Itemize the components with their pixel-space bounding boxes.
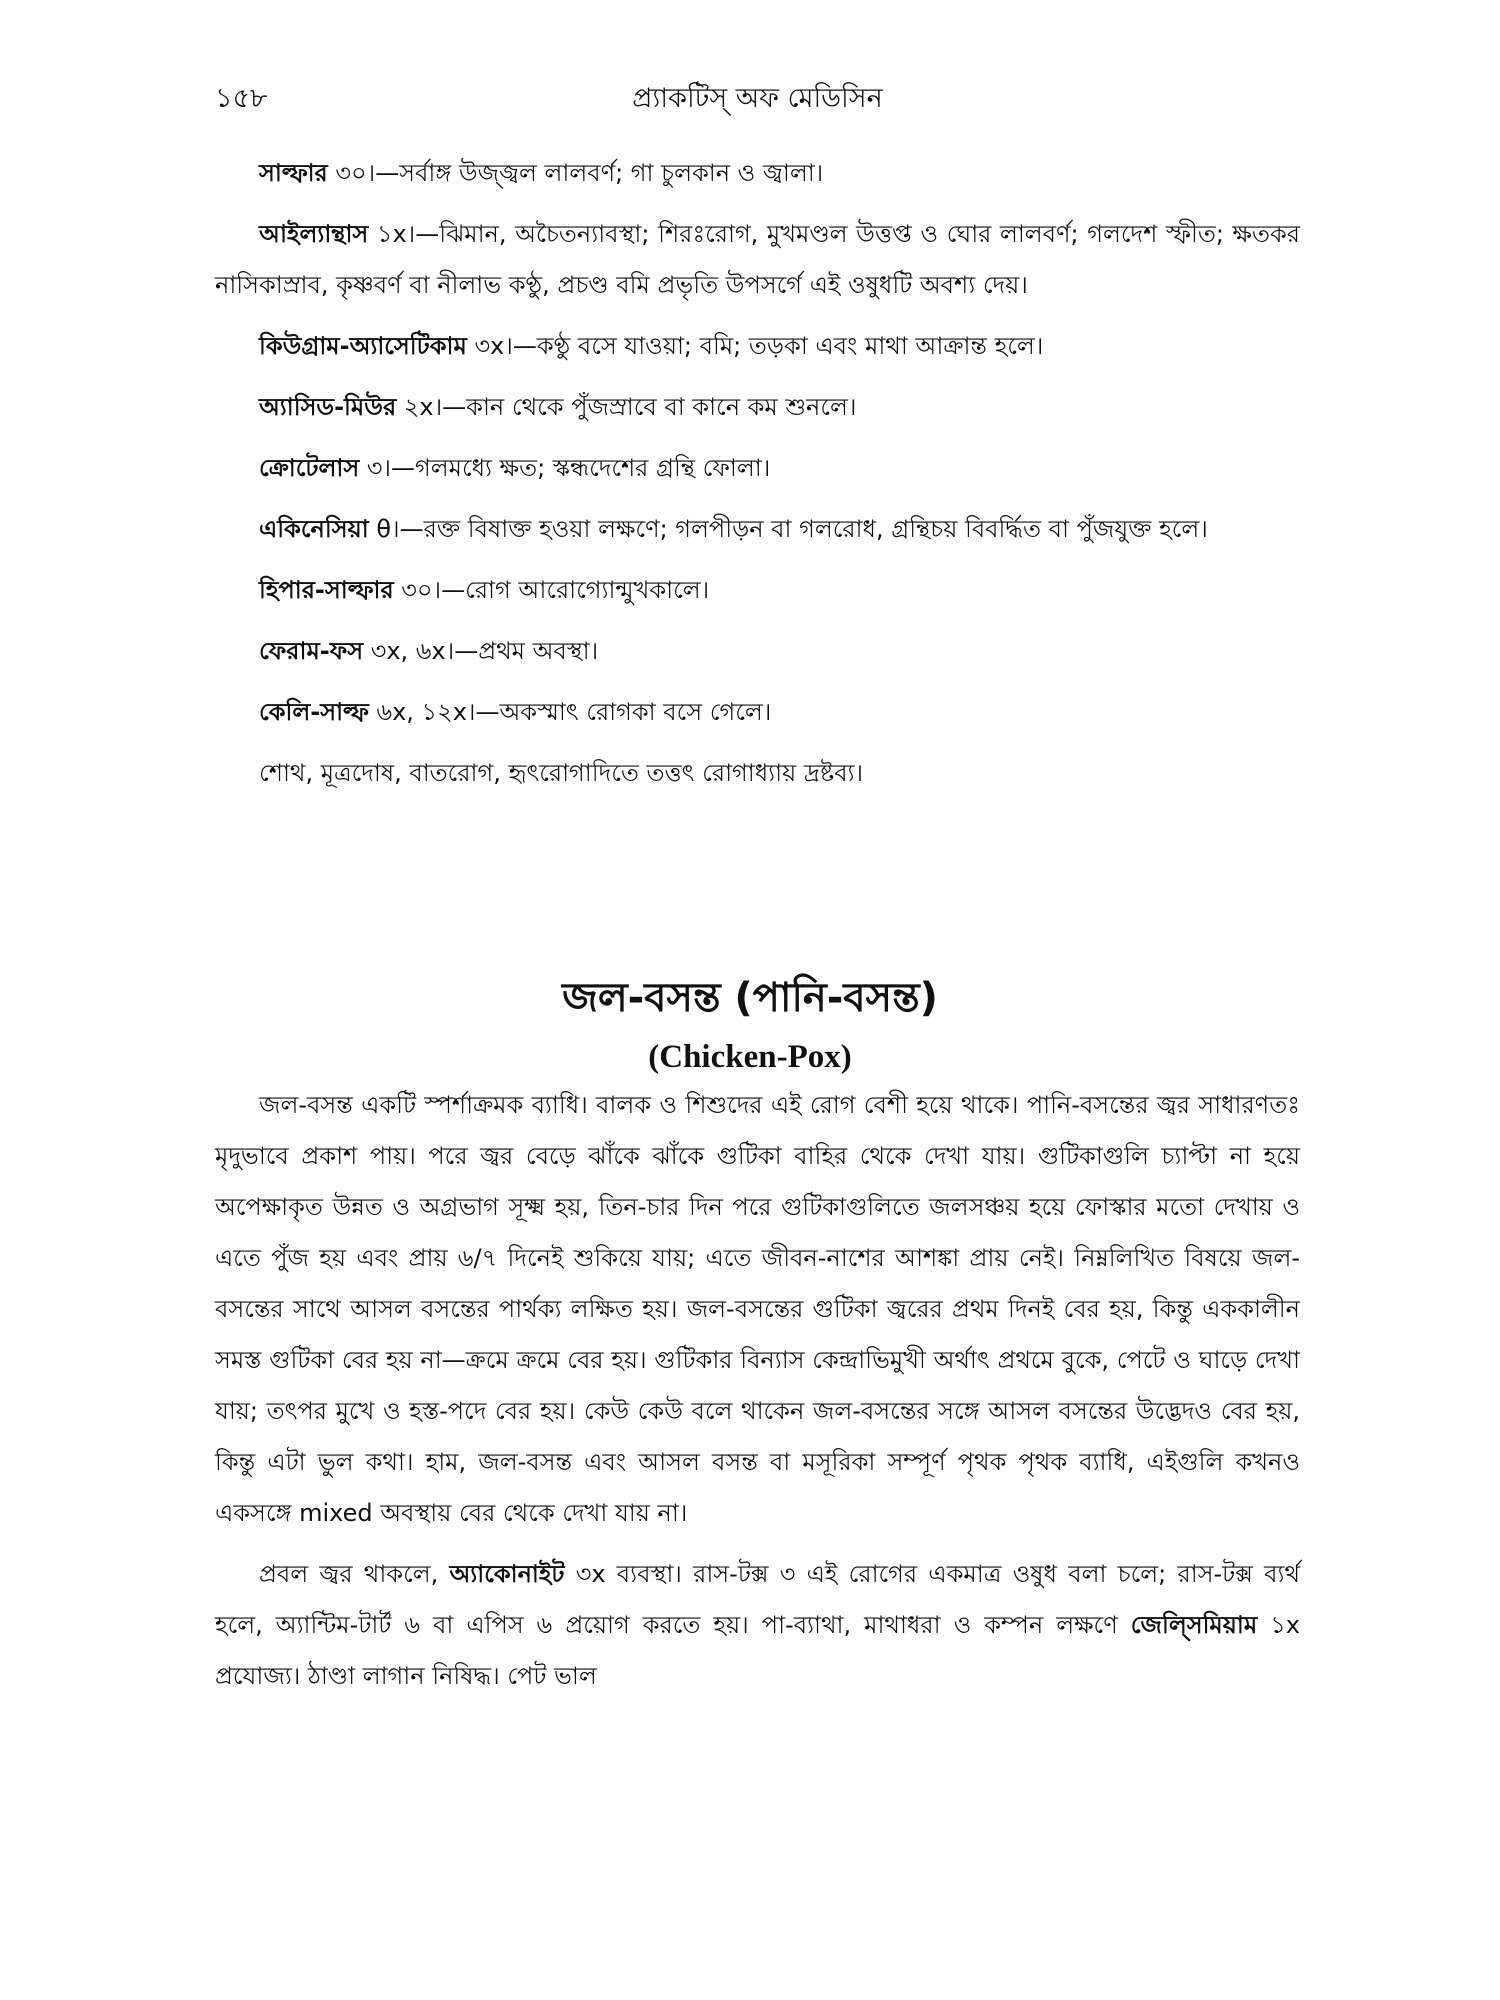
remedy-text: ৩x।—কণ্ঠু বসে যাওয়া; বমি; তড়কা এবং মাথা আক্রান্ত হলে। bbox=[466, 332, 1044, 360]
remedy-name: একিনেসিয়া bbox=[259, 515, 369, 543]
remedy-text: θ।—রক্ত বিষাক্ত হওয়া লক্ষণে; গলপীড়ন বা গলরোধ, গ্রন্থিচয় বিবর্দ্ধিত বা পুঁজযুক্ত হলে। bbox=[368, 515, 1208, 543]
remedy-list bbox=[215, 148, 1300, 809]
remedy-entry bbox=[215, 504, 1300, 555]
treatment-paragraph bbox=[215, 1549, 1300, 1702]
running-title: প্র্যাকটিস্ অফ মেডিসিন bbox=[632, 83, 883, 114]
remedy-text: ৩০।—সর্বাঙ্গ উজ্জ্বল লালবর্ণ; গা চুলকান ও জ্বালা। bbox=[327, 159, 824, 187]
remedy-text: ২x।—কান থেকে পুঁজস্রাবে বা কানে কম শুনলে। bbox=[396, 393, 857, 421]
remedy-name: সাল্ফার bbox=[259, 159, 328, 187]
treatment-text: ১x প্রযোজ্য। ঠাণ্ডা লাগান নিষিদ্ধ। পেট ভাল bbox=[215, 1611, 1300, 1690]
treatment-text: ৩x ব্যবস্থা। রাস-টক্স ৩ এই রোগের একমাত্র ওষুধ বলা চলে; রাস-টক্স ব্যর্থ হলে, অ্যান্টিম-টার্ট ৬ বা এপিস ৬ প্রয়োগ করতে হয়। পা-ব্যাথা, মাথাধরা ও কম্পন লক্ষণে bbox=[215, 1560, 1300, 1639]
remedy-name: জেল্সিমিয়াম bbox=[1130, 1611, 1258, 1639]
remedy-entry bbox=[215, 565, 1300, 616]
remedy-text: ৬x, ১২x।—অকস্মাৎ রোগকা বসে গেলে। bbox=[368, 698, 772, 726]
section-heading bbox=[0, 968, 1500, 1082]
remedy-entry bbox=[215, 687, 1300, 738]
remedy-name: আইল্যান্থাস bbox=[259, 220, 369, 248]
section-subtitle: (Chicken-Pox) bbox=[648, 1039, 852, 1075]
remedy-name: হিপার-সাল্ফার bbox=[259, 576, 394, 604]
remedy-name: অ্যাকোনাইট bbox=[449, 1560, 565, 1588]
closing-note: শোথ, মূত্রদোষ, বাতরোগ, হৃৎরোগাদিতে তত্তৎ রোগাধ্যায় দ্রষ্টব্য। bbox=[259, 759, 864, 787]
remedy-entry bbox=[215, 321, 1300, 372]
remedy-name: অ্যাসিড-মিউর bbox=[259, 393, 397, 421]
treatment-text: প্রবল জ্বর থাকলে, bbox=[259, 1560, 450, 1588]
remedy-name: ক্রোটেলাস bbox=[259, 454, 360, 482]
remedy-name: কিউগ্রাম-অ্যাসেটিকাম bbox=[259, 332, 467, 360]
section-body bbox=[215, 1080, 1300, 1712]
remedy-entry bbox=[215, 382, 1300, 433]
page-number: ১৫৮ bbox=[215, 83, 268, 114]
running-header bbox=[215, 78, 1300, 118]
remedy-name: ফেরাম-ফস bbox=[259, 637, 364, 665]
remedy-entry bbox=[215, 443, 1300, 494]
section-paragraph: জল-বসন্ত একটি স্পর্শাক্রমক ব্যাধি। বালক ও শিশুদের এই রোগ বেশী হয়ে থাকে। পানি-বসন্তের জ্বর সাধারণতঃ মৃদুভাবে প্রকাশ পায়। পরে জ্বর বেড়ে ঝাঁকে ঝাঁকে গুটিকা বাহির থেকে দেখা যায়। গুটিকাগুলি চ্যাপ্টা না হয়ে অপেক্ষাকৃত উন্নত ও অগ্রভাগ সূক্ষ্ম হয়, তিন-চার দিন পরে গুটিকাগুলিতে জলসঞ্চয় হয়ে ফোস্কার মতো দেখায় ও এতে পুঁজ হয় এবং প্রায় ৬/৭ দিনেই শুকিয়ে যায়; এতে জীবন-নাশের আশঙ্কা প্রায় নেই। নিম্নলিখিত বিষয়ে জল-বসন্তের সাথে আসল বসন্তের পার্থক্য লক্ষিত হয়। জল-বসন্তের গুটিকা জ্বরের প্রথম দিনই বের হয়, কিন্তু এককালীন সমস্ত গুটিকা বের হয় না—ক্রমে ক্রমে বের হয়। গুটিকার বিন্যাস কেন্দ্রাভিমুখী অর্থাৎ প্রথমে বুকে, পেটে ও ঘাড়ে দেখা যায়; তৎপর মুখে ও হস্ত-পদে বের হয়। কেউ কেউ বলে থাকেন জল-বসন্তের সঙ্গে আসল বসন্তের উদ্ভেদও বের হয়, কিন্তু এটা ভুল কথা। হাম, জল-বসন্ত এবং আসল বসন্ত বা মসূরিকা সম্পূর্ণ পৃথক পৃথক ব্যাধি, এইগুলি কখনও একসঙ্গে mixed অবস্থায় বের থেকে দেখা যায় না। bbox=[215, 1091, 1300, 1527]
remedy-entry bbox=[215, 626, 1300, 677]
remedy-name: কেলি-সাল্ফ bbox=[259, 698, 369, 726]
remedy-text: ৩০।—রোগ আরোগ্যোন্মুখকালে। bbox=[393, 576, 710, 604]
section-title: জল-বসন্ত (পানি-বসন্ত) bbox=[562, 975, 938, 1021]
remedy-entry bbox=[215, 148, 1300, 199]
remedy-text: ৩।—গলমধ্যে ক্ষত; স্কন্ধদেশের গ্রন্থি ফোলা। bbox=[359, 454, 771, 482]
remedy-text: ৩x, ৬x।—প্রথম অবস্থা। bbox=[363, 637, 599, 665]
remedy-entry bbox=[215, 209, 1300, 311]
remedy-text: ১x।—ঝিমান, অচৈতন্যাবস্থা; শিরঃরোগ, মুখমণ্ডল উত্তপ্ত ও ঘোর লালবর্ণ; গলদেশ স্ফীত; ক্ষতকর নাসিকাস্রাব, কৃষ্ণবর্ণ বা নীলাভ কণ্ঠু, প্রচণ্ড বমি প্রভৃতি উপসর্গে এই ওষুধটি অবশ্য দেয়। bbox=[215, 220, 1300, 299]
